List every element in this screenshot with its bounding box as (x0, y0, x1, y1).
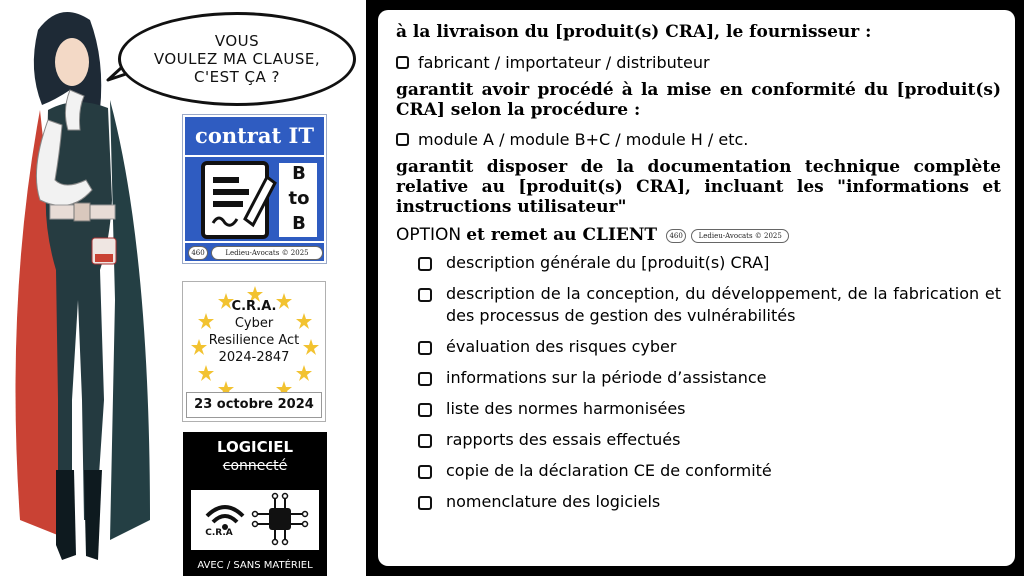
logiciel-badge (183, 432, 327, 576)
cra-badge (182, 281, 326, 422)
bubble-line: VOULEZ MA CLAUSE, (153, 50, 321, 68)
page-number-pill: 460 (188, 246, 208, 260)
list-item[interactable] (396, 398, 1001, 420)
option-bold: et remet au CLIENT (466, 225, 658, 245)
cra-line: Resilience Act (208, 333, 300, 348)
guarantee-documentation: garantit disposer de la documentation technique complète relative au [produit(s) CRA], incluant les "informations et instructions utilisateur" (396, 157, 1001, 217)
cra-date: 23 octobre 2024 (186, 392, 322, 418)
deliverables-list (396, 252, 1001, 513)
list-item[interactable] (396, 283, 1001, 327)
checkbox-icon[interactable] (418, 257, 432, 271)
contrat-it-badge (182, 114, 327, 264)
list-item-label: rapports des essais effectués (446, 430, 681, 449)
contrat-it-footer (185, 243, 324, 261)
contrat-it-body (185, 157, 324, 241)
credit-pill: Ledieu-Avocats © 2025 (211, 246, 323, 260)
content-panel (366, 0, 1024, 576)
module-option-label: module A / module B+C / module H / etc. (418, 130, 749, 149)
list-item[interactable] (396, 336, 1001, 358)
list-item[interactable] (396, 367, 1001, 389)
content-card (378, 10, 1015, 566)
list-item[interactable] (396, 429, 1001, 451)
list-item[interactable] (396, 460, 1001, 482)
list-item-label: nomenclature des logiciels (446, 492, 661, 511)
credit-pill: Ledieu-Avocats © 2025 (691, 229, 789, 243)
checkbox-icon[interactable] (396, 133, 409, 146)
module-option-row[interactable] (396, 129, 1001, 151)
checkbox-icon[interactable] (418, 496, 432, 510)
contrat-it-title: contrat IT (185, 117, 324, 155)
list-item-label: description générale du [produit(s) CRA] (446, 253, 770, 272)
logiciel-title: LOGICIEL (216, 438, 294, 456)
option-line (396, 224, 1001, 248)
cra-acronym: C.R.A. (231, 299, 277, 314)
b-to-b-label (283, 161, 315, 236)
list-item-label: évaluation des risques cyber (446, 337, 677, 356)
clause-text (396, 22, 1001, 513)
checkbox-icon[interactable] (418, 465, 432, 479)
page-number-pill: 460 (666, 229, 686, 243)
checkbox-icon[interactable] (418, 434, 432, 448)
list-item-label: description de la conception, du développement, de la fabrication et des processus de gestion des vulnérabilités (446, 284, 1001, 325)
checkbox-icon[interactable] (418, 403, 432, 417)
speech-bubble (118, 12, 356, 106)
guarantee-conformity: garantit avoir procédé à la mise en conformité du [produit(s) CRA] selon la procédure : (396, 80, 1001, 120)
list-item-label: informations sur la période d’assistance (446, 368, 767, 387)
logiciel-footer: AVEC / SANS MATÉRIEL (197, 560, 313, 571)
role-option-row[interactable] (396, 52, 1001, 74)
list-item[interactable] (396, 491, 1001, 513)
b-to-b-letter: B (292, 163, 306, 184)
b-to-b-letter: B (292, 213, 306, 234)
cra-line: 2024-2847 (218, 350, 290, 365)
checkbox-icon[interactable] (396, 56, 409, 69)
clause-heading: à la livraison du [produit(s) CRA], le fournisseur : (396, 22, 872, 42)
checkbox-icon[interactable] (418, 341, 432, 355)
bubble-line: C'EST ÇA ? (194, 68, 280, 86)
bubble-line: VOUS (214, 32, 260, 50)
list-item[interactable] (396, 252, 1001, 274)
checkbox-icon[interactable] (418, 372, 432, 386)
cra-line: Cyber (234, 316, 274, 331)
cra-text (183, 298, 325, 366)
role-option-label: fabricant / importateur / distributeur (418, 53, 710, 72)
logiciel-cra-label: C.R.A (205, 528, 233, 538)
connecte-strikethrough: connecté (222, 458, 288, 474)
list-item-label: copie de la déclaration CE de conformité (446, 461, 772, 480)
option-prefix: OPTION (396, 225, 462, 245)
list-item-label: liste des normes harmonisées (446, 399, 686, 418)
logiciel-icon-panel (191, 490, 319, 550)
wifi-chip-icon (191, 490, 319, 550)
b-to-b-letter: to (288, 188, 310, 209)
checkbox-icon[interactable] (418, 288, 432, 302)
